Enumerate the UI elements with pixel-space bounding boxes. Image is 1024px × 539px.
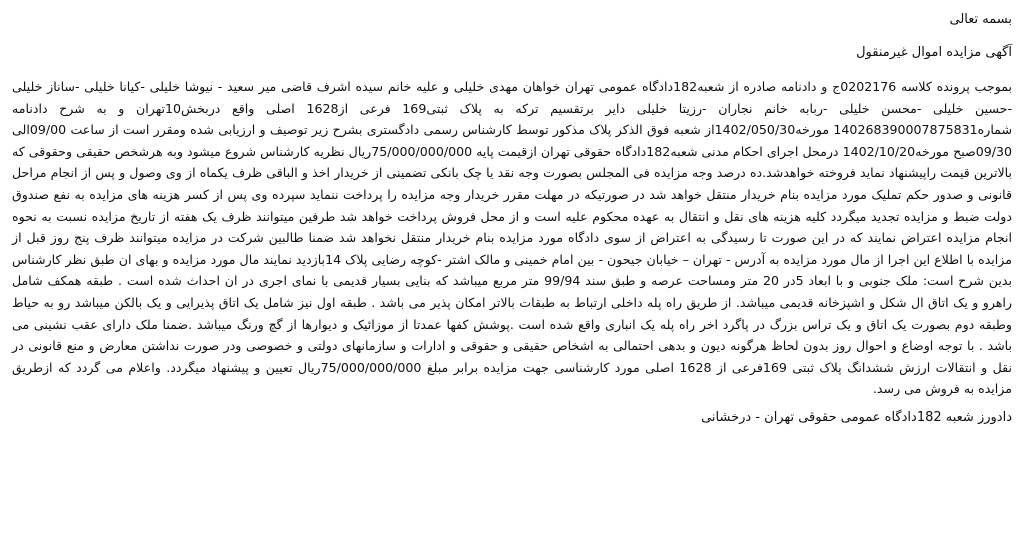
notice-title: آگهی مزایده اموال غیرمنقول	[856, 45, 1012, 60]
basmala-heading: بسمه تعالی	[949, 12, 1012, 27]
officer-signature-line: دادورز شعبه 182دادگاه عمومی حقوقی تهران - درخشانی	[701, 409, 1012, 425]
notice-body-paragraph: بموجب پرونده کلاسه 0202176ج و دادنامه صادره از شعبه182دادگاه عمومی تهران خواهان مهدی خلیلی و علیه خانم سیده اشرف قاضی میر سعید - نیوشا خلیلی -کیانا خلیلی -ساناز خلیلی -حسین خلیلی -محسن خلیلی -ربابه خانم نجاران -رزیتا خلیلی دایر برتقسیم ترکه به پلاک ثبتی169 فرعی از1628 اصلی واقع دربخش10تهران و به شرح دادنامه شماره140268390007875831 مورخه1402/050/30از شعبه فوق الذکر پلاک مذکور توسط کارشناس رسمی دادگستری بشرح زیر توصیف و ارزیابی شده ومقرر است از ساعت 09/00الی 09/30صبح مورخه1402/10/20 درمحل اجرای احکام مدنی شعبه182دادگاه حقوقی تهران ازقیمت پایه 75/000/000/000ریال نظریه کارشناس شروع میشود وبه هرشخص حقیقی وحقوقی که بالاترین قیمت راپیشنهاد نماید فروخته خواهدشد.ده درصد وجه مزایده فی المجلس بصورت وجه نقد یا چک بانکی تضمینی از خریدار اخذ و الباقی ظرف یکماه از وی وصول و پس از انجام مراحل قانونی و صدور حکم تملیک مورد مزایده بنام خریدار منتقل خواهد شد در صورتیکه در مهلت مقرر خریدار وجه مزایده را پرداخت ننماید سپرده وی پس از کسر هزینه های مزایده به نفع صندوق دولت ضبط و مزایده تجدید میگردد کلیه هزینه های نقل و انتقال به عهده محکوم علیه است و از محل فروش پرداخت خواهد شد طرفین میتوانند ظرف یک هفته از تاریخ مزایده نسبت به نحوه انجام مزایده اعتراض نمایند که در این صورت تا رسیدگی به اعتراض از سوی دادگاه مورد مزایده بنام خریدار منتقل نخواهد شد ضمنا طالبین شرکت در مزایده میتوانند ظرف پنج روز قبل از مزایده با اطلاع این اجرا از مال مورد مزایده به آدرس - تهران – خیابان جیحون - بین امام خمینی و مالک اشتر -کوچه رضایی پلاک 14بازدید نمایند مال مورد مزایده و بهای ان طبق نظر کارشناس بدین شرح است: ملک جنوبی و با ابعاد 5در 20 متر ومساحت عرصه و طبق سند 99/94 متر مربع میباشد که بنایی بسیار قدیمی با نمای اجری در ان احداث شده است . طبقه همکف شامل راهرو و یک اتاق ال شکل و اشپزخانه قدیمی میباشد. از طریق راه پله داخلی ارتباط به طبقات بالاتر امکان پذیر می باشد . طبقه اول نیز شامل یک اتاق پذیرایی و یک بالکن میباشد رو به حیاط وطبقه دوم بصورت یک اتاق و یک تراس بزرگ در پاگرد اخر راه پله یک انباری واقع شده است .پوشش کفها عمدتا از موزائیک و دیوارها از گچ ورنگ میباشد .ضمنا ملک دارای عقب نشینی می باشد . با توجه اوضاع و احوال روز بدون لحاظ هرگونه دیون و بدهی احتمالی به اشخاص حقیقی و حقوقی و ادارات و سازمانهای دولتی و خصوصی ودر صورت نداشتن معارض و منع قانونی در نقل و انتقالات ارزش ششدانگ پلاک ثبتی 169فرعی از 1628 اصلی مورد کارشناسی جهت مزایده برابر مبلغ 75/000/000/000ریال تعیین و پیشنهاد میگردد. واعلام می گردد که ازطریق مزایده به فروش می رسد.	[12, 79, 1013, 397]
